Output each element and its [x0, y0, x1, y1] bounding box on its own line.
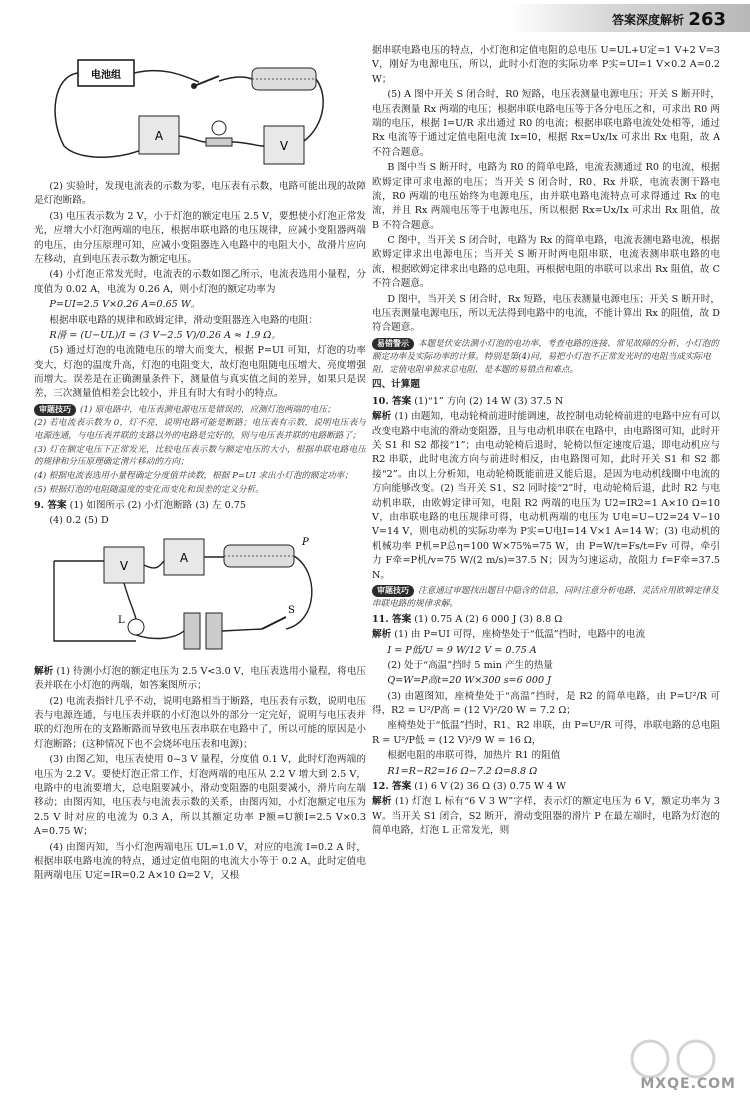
analysis-text: (1) 由题知，电动轮椅前进时能调速，故控制电动轮椅前进的电路中应有可以改变电路中电流的滑动变阻器，且与电动机串联在电路中，由电路图可知，此时开关 S1 和 S2 都接“1”；由电动轮椅后退时，轮椅以恒定速度后退，即电动机应与 R2 串联，此时电流方向与前进时相反，由电路图可知，此时开关 S1 和 S2 都接“2”。由以上分析知，电动轮椅既能前进又能后退，是因为电动机线圈中电流的方向能够改变。(2) 当开关 S1、S2 同时接“2”时，电动轮椅后退，此时 R2 与电动机串联，由欧姆定律可知，电阻 R2 两端的电压为 U2=IR2=1 A×10 Ω=10 V，由串联电路的电压规律可得，电动机两端的电压为 U电=U−U2=24 V−10 V=14 V，则电动机的实际功率为 P实=U电I=14 V×1 A=14 W；(3) 电动机的机械功率 P机=P总η=100 W×75%=75 W，由 P=W/t=Fs/t=Fv 可得，牵引力 F牵=P机/v=75 W/(2 m/s)=37.5 N；因为匀速运动，故阻力 f=F牵=37.5 N。: [372, 411, 720, 581]
analysis-paragraph: [372, 795, 720, 838]
svg-text:S: S: [288, 604, 295, 616]
analysis-paragraph: (2) 处于“高温”挡时 5 min 产生的热量: [387, 659, 553, 671]
tip-text: 本题是伏安法测小灯泡的电功率，考查电路的连接、常见故障的分析、小灯泡的额定功率及实际功率的计算。特别是第(4)问，易把小灯泡不正常发光时的电阻当成实际电阻，定值电阻单独求总电阻，是本题的易错点和难点。: [372, 338, 719, 375]
tip-badge: 易错警示: [372, 338, 414, 350]
answer-text-cont: (4) 0.2 (5) D: [49, 515, 109, 527]
question-number: 11. 答案: [372, 613, 412, 625]
analysis-paragraph: [372, 410, 720, 583]
circuit-figure-top: [34, 46, 366, 176]
tip-text: (2) 若电流表示数为 0，灯不亮，说明电路可能是断路；电压表有示数，说明电压表与电源连通，与电压表并联的支路以外的电路是完好的，则与电压表并联的电路断路了；: [34, 417, 366, 441]
tip-badge: 审题技巧: [372, 585, 414, 597]
analysis-paragraph: (5) A 图中开关 S 闭合时，R0 短路，电压表测量电源电压；开关 S 断开时，电压表测量 Rx 两端的电压；根据串联电路电压等于各分电压之和，可求出 R0 两端的电压，根据 I=U/R 求出通过 R0 的电流；根据串联电路电流处处相等，通过 Rx 电流等于通过定值电阻电流 Ix=I0，根据 Rx=Ux/Ix 可求出 Rx 电阻，故 A 不符合题意。: [372, 89, 720, 158]
circuit-diagram-icon: [34, 46, 334, 176]
svg-text:L: L: [118, 614, 125, 626]
circuit-figure-q9: [34, 531, 366, 661]
analysis-text: (1) 灯泡 L 标有“6 V 3 W”字样，表示灯的额定电压为 6 V，额定功率为 3 W。当开关 S1 闭合，S2 断开，滑动变阻器的滑片 P 在最左端时，电路为灯泡的简单电路，灯泡 L 正常发光，则: [372, 796, 720, 837]
question-answer: [372, 395, 720, 409]
tip-box: [372, 585, 720, 611]
answer-text: (1) 0.75 A (2) 6 000 J (3) 8.8 Ω: [414, 613, 563, 625]
analysis-paragraph: [34, 665, 366, 694]
header-title: 答案深度解析: [611, 13, 684, 27]
tip-text: (1) 原电路中，电压表测电源电压是错误的，应测灯泡两端的电压；: [80, 404, 336, 415]
answer-text: (1) 6 V (2) 36 Ω (3) 0.75 W 4 W: [414, 781, 566, 793]
left-column: [34, 44, 366, 1094]
analysis-text: (1) 由 P=UI 可得，座椅垫处于“低温”挡时，电路中的电流: [394, 629, 646, 641]
analysis-paragraph: (3) 由题图知，座椅垫处于“高温”挡时，是 R2 的简单电路，由 P=U²/R 可得，R2 = U²/P高 = (12 V)²/20 W = 7.2 Ω；: [372, 690, 720, 717]
formula: R滑 = (U−UL)/I = (3 V−2.5 V)/0.26 A ≈ 1.9 Ω。: [49, 329, 281, 341]
analysis-label: 解析: [34, 665, 54, 677]
answer-paragraph: (4) 小灯泡正常发光时，电流表的示数如图乙所示，电流表选用小量程，分度值为 0.02 A，电流为 0.26 A，则小灯泡的额定功率为: [34, 269, 366, 295]
circuit-diagram-icon: [34, 531, 334, 661]
analysis-paragraph: 座椅垫处于“低温”挡时，R1、R2 串联，由 P=U²/R 可得，串联电路的总电阻 R = U²/P低 = (12 V)²/9 W = 16 Ω，: [372, 720, 720, 746]
question-number: 12. 答案: [372, 781, 412, 793]
analysis-paragraph: (2) 电流表指针几乎不动，说明电路相当于断路，电压表有示数，说明电压表与电源连通，与电压表并联的小灯泡以外的部分一定完好，说明与电压表并联的灯泡所在的支路断路而导致电压表串联在电路中了，所以可能的原因是小灯泡断路；(这种情况下也不会烧坏电压表和电源)；: [34, 695, 366, 750]
analysis-paragraph: D 图中，当开关 S 闭合时，Rx 短路，电压表测量电源电压；开关 S 断开时，电压表测量电源电压，所以无法得到电路中的电流，不能计算出 Rx 的阻值，故 D 符合题意。: [372, 293, 720, 334]
answer-text: (1)“1” 方向 (2) 14 W (3) 37.5 N: [414, 395, 564, 407]
analysis-paragraph: 根据电阻的串联可得，加热片 R1 的阻值: [387, 750, 561, 762]
svg-text:A: A: [179, 550, 189, 565]
analysis-paragraph: C 图中，当开关 S 闭合时，电路为 Rx 的简单电路，电流表测电路电流，根据欧姆定律求出电源电压；当开关 S 断开时两电阻串联，电流表测串联电路的电流，根据欧姆定律求出电路的总电阻，再根据电阻的串联可以求出 Rx 阻值，故 C 不符合题意。: [372, 235, 720, 290]
analysis-label: 解析: [372, 629, 392, 641]
analysis-paragraph: B 图中当 S 断开时，电路为 R0 的简单电路，电流表测通过 R0 的电流，根据欧姆定律可求电源的电压；当开关 S 闭合时，R0、Rx 并联，电流表测干路电流，R0 两端的电压始终为电源电压，由并联电路电流特点可求得通过 Rx 的电流，并且 Rx 两端电压等于电源电压，所以根据 Rx=Ux/Ix 可求出 Rx 阻值，故 B 不符合题意。: [372, 162, 720, 231]
analysis-label: 解析: [372, 796, 392, 808]
answer-paragraph: (3) 电压表示数为 2 V，小于灯泡的额定电压 2.5 V，要想使小灯泡正常发光，应增大小灯泡两端的电压，根据串联电路的电压规律，应减小变阻器两端的电压，由分压原理可知，应减小变阻器连入电路中的电阻大小，故滑片应向左移动，直到电压表示数为额定电压。: [34, 210, 366, 265]
tip-text: (3) 灯在额定电压下正常发光，比较电压表示数与额定电压的大小，根据串联电路电压的规律和分压原理确定滑片移动的方向；: [34, 444, 366, 468]
analysis-paragraph: 据串联电路电压的特点，小灯泡和定值电阻的总电压 U=UL+U定=1 V+2 V=3 V，刚好为电源电压，所以，此时小灯泡的实际功率 P实=UI=1 V×0.2 A=0.2 W；: [372, 45, 720, 85]
question-number: 10. 答案: [372, 395, 412, 407]
analysis-text: (1) 待测小灯泡的额定电压为 2.5 V<3.0 V，电压表选用小量程，将电压表并联在小灯泡的两端，如答案图所示；: [34, 665, 366, 692]
answer-paragraph: 根据串联电路的规律和欧姆定律，滑动变阻器连入电路的电阻：: [49, 314, 318, 326]
tip-box: [34, 404, 366, 497]
svg-text:V: V: [119, 558, 129, 573]
analysis-paragraph: (3) 由图乙知，电压表使用 0~3 V 量程，分度值 0.1 V，此时灯泡两端的电压为 2.2 V。要使灯泡正常工作，灯泡两端的电压从 2.2 V 增大到 2.5 V，电路中的电流要增大，总电阻要减小，滑动变阻器的电阻要减小，滑片向左端移动；由图丙知，电压表与电流表示数的关系，由图丙知，小灯泡额定电压为 2.5 V 时对应的电流为 0.3 A，所以其额定功率 P额=U额I=2.5 V×0.3 A=0.75 W；: [34, 754, 366, 838]
tip-box: [372, 338, 720, 377]
right-column: [372, 44, 720, 1094]
watermark-text: MXQE.COM: [640, 1076, 736, 1092]
answer-text: (1) 如图所示 (2) 小灯泡断路 (3) 左 0.75: [69, 500, 246, 512]
tip-badge: 审题技巧: [34, 404, 76, 416]
formula: Q=W=P高t=20 W×300 s=6 000 J: [387, 675, 551, 687]
page-number: 263: [688, 9, 726, 30]
formula: I = P低/U = 9 W/12 V = 0.75 A: [387, 644, 537, 656]
question-number: 9. 答案: [34, 500, 67, 512]
question-answer: [34, 499, 366, 513]
svg-text:A: A: [154, 129, 164, 143]
question-answer: [372, 613, 720, 627]
svg-text:V: V: [279, 139, 289, 153]
analysis-paragraph: [372, 628, 720, 642]
section-heading: 四、计算题: [372, 379, 420, 391]
analysis-paragraph: (4) 由图丙知，当小灯泡两端电压 UL=1.0 V，对应的电流 I=0.2 A 时，根据串联电路电流的特点，通过定值电阻的电流大小等于 0.2 A，此时定值电阻两端电压 U定=IR=0.2 A×10 Ω=2 V，又根: [34, 841, 366, 882]
answer-paragraph: (2) 实验时，发现电流表的示数为零，电压表有示数，电路可能出现的故障是灯泡断路。: [34, 181, 366, 207]
tip-text: (4) 根据电流表选用小量程确定分度值并读数，根据 P=UI 求出小灯泡的额定功率；: [34, 471, 353, 482]
battery-label: 电池组: [91, 70, 121, 81]
svg-text:P: P: [302, 536, 309, 548]
formula: P=UI=2.5 V×0.26 A=0.65 W。: [49, 299, 201, 311]
formula: R1=R−R2=16 Ω−7.2 Ω=8.8 Ω: [387, 765, 538, 777]
page-header: [0, 0, 750, 40]
tip-text: (5) 根据灯泡的电阻随温度的变化而变化和误差的定义分析。: [34, 485, 264, 496]
tip-text: 注意通过审题找出题目中隐含的信息，同时注意分析电路，灵活应用欧姆定律及串联电路的规律求解。: [372, 585, 719, 609]
answer-paragraph: (5) 通过灯泡的电流随电压的增大而变大，根据 P=UI 可知，灯泡的功率变大，灯泡的温度升高，灯泡的电阻变大，故灯泡电阻随电压增大、亮度增强而增大。误差是在正确测量条件下，测量值与真实值之间的差异，如果只是误差，三次测量值相差会比较小，并且有时大有时小的特点。: [34, 345, 366, 400]
analysis-label: 解析: [372, 411, 392, 423]
question-answer: [372, 780, 720, 794]
